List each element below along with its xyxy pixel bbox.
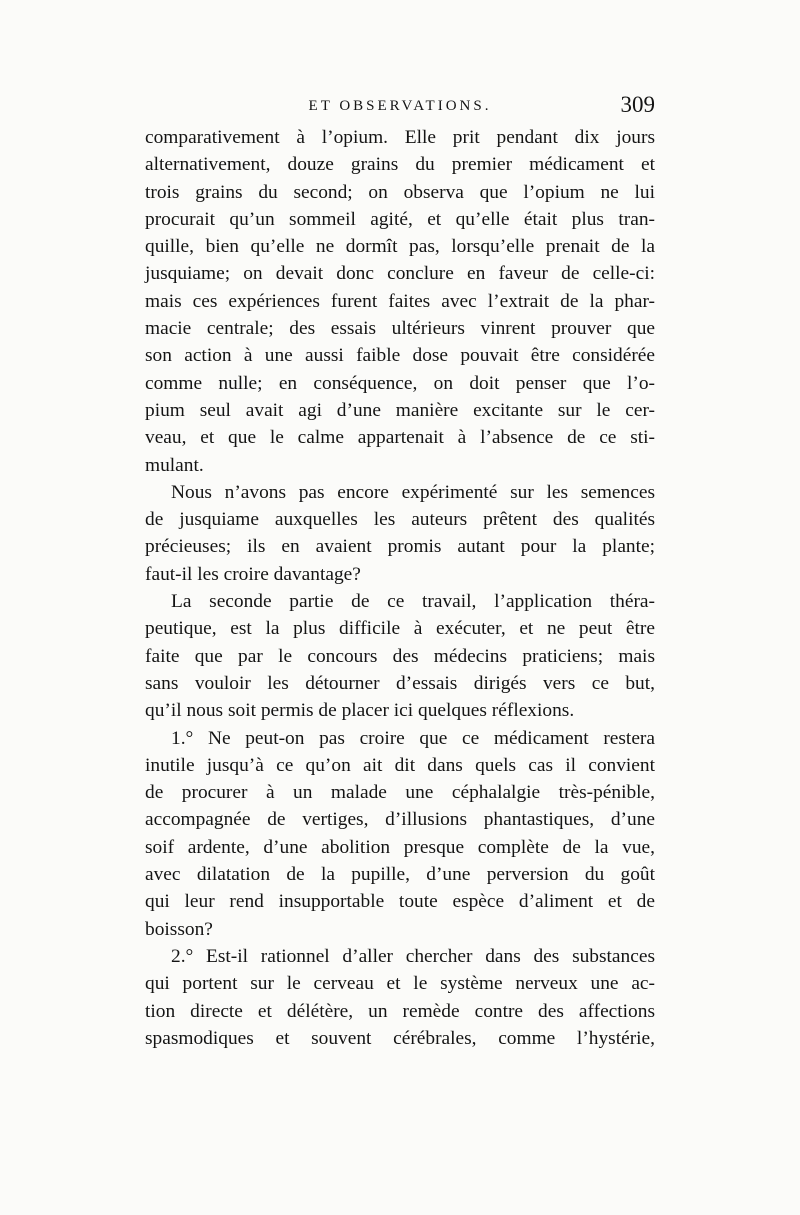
body-text [145, 124, 655, 1052]
text-line: avec dilatation de la pupille, d’une perversion du goût [145, 864, 655, 886]
text-line: procurait qu’un sommeil agité, et qu’elle était plus tran- [145, 208, 655, 230]
text-line: de jusquiame auxquelles les auteurs prêtent des qualités [145, 509, 655, 531]
text-line: pium seul avait agi d’une manière excitante sur le cer- [145, 399, 655, 421]
paragraph-start-line: La seconde partie de ce travail, l’application théra- [171, 591, 655, 613]
paragraph-start-line: 2.° Est-il rationnel d’aller chercher dans des substances [171, 945, 655, 967]
text-line: mais ces expériences furent faites avec l’extrait de la phar- [145, 290, 655, 312]
text-line: faut-il les croire davantage? [145, 563, 361, 585]
text-line: trois grains du second; on observa que l’opium ne lui [145, 181, 655, 203]
text-line: veau, et que le calme appartenait à l’absence de ce sti- [145, 427, 655, 449]
text-line: soif ardente, d’une abolition presque complète de la vue, [145, 836, 655, 858]
text-line: mulant. [145, 454, 204, 476]
text-line: peutique, est la plus difficile à exécuter, et ne peut être [145, 618, 655, 640]
text-line: son action à une aussi faible dose pouvait être considérée [145, 345, 655, 367]
text-line: accompagnée de vertiges, d’illusions phantastiques, d’une [145, 809, 655, 831]
text-line: de procurer à un malade une céphalalgie très-pénible, [145, 782, 655, 804]
text-line: macie centrale; des essais ultérieurs vinrent prouver que [145, 318, 655, 340]
running-title: ET OBSERVATIONS. [308, 98, 492, 114]
text-line: spasmodiques et souvent cérébrales, comme l’hystérie, [145, 1027, 655, 1049]
paragraph-start-line: Nous n’avons pas encore expérimenté sur les semences [171, 481, 655, 503]
running-head [145, 92, 655, 128]
text-line: inutile jusqu’à ce qu’on ait dit dans quels cas il convient [145, 754, 655, 776]
text-line: sans vouloir les détourner d’essais dirigés vers ce but, [145, 672, 655, 694]
text-line: jusquiame; on devait donc conclure en faveur de celle-ci: [145, 263, 655, 285]
text-line: précieuses; ils en avaient promis autant pour la plante; [145, 536, 655, 558]
text-line: comparativement à l’opium. Elle prit pendant dix jours [145, 127, 655, 148]
text-line: quille, bien qu’elle ne dormît pas, lorsqu’elle prenait de la [145, 236, 655, 258]
text-line: comme nulle; en conséquence, on doit penser que l’o- [145, 372, 655, 394]
text-line: qu’il nous soit permis de placer ici quelques réflexions. [145, 700, 575, 722]
text-line: alternativement, douze grains du premier médicament et [145, 154, 655, 176]
text-line: qui leur rend insupportable toute espèce d’aliment et de [145, 891, 655, 913]
page-number: 309 [620, 92, 655, 117]
text-line: faite que par le concours des médecins praticiens; mais [145, 645, 655, 667]
text-line: boisson? [145, 918, 213, 940]
paragraph-start-line: 1.° Ne peut-on pas croire que ce médicament restera [171, 727, 655, 749]
text-line: tion directe et délétère, un remède contre des affections [145, 1000, 655, 1022]
text-line: qui portent sur le cerveau et le système nerveux une ac- [145, 973, 655, 995]
